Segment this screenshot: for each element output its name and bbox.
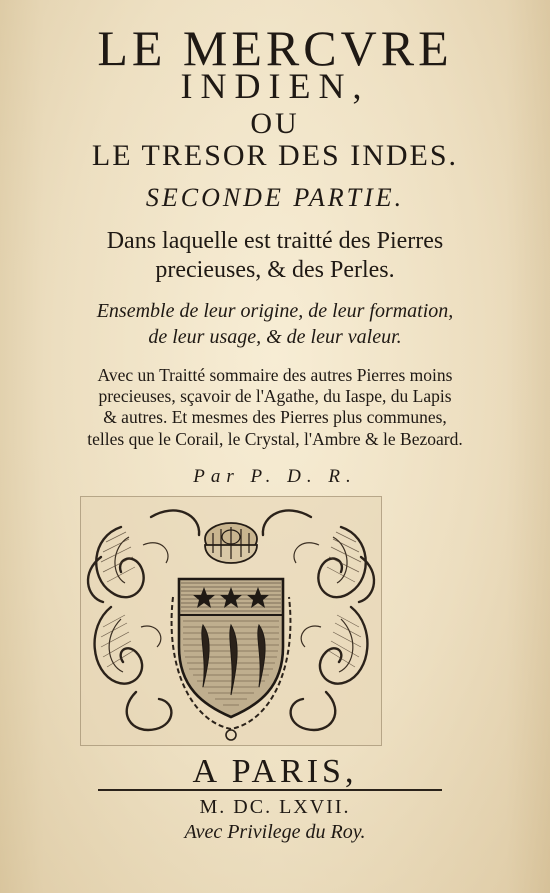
title-line-2: INDIEN,	[180, 66, 370, 106]
part-heading: SECONDE PARTIE.	[145, 183, 405, 212]
traitte-line-3: & autres. Et mesmes des Pierres plus communes,	[103, 407, 447, 427]
traitte-line-4: telles que le Corail, le Crystal, l'Ambre & le Bezoard.	[87, 429, 463, 449]
ensemble-line-1: Ensemble de leur origine, de leur formation,	[96, 300, 454, 322]
subtitle-line-2: precieuses, & des Perles.	[155, 257, 395, 283]
title-line-1: LE MERCVRE	[97, 20, 453, 76]
traitte-line-1: Avec un Traitté sommaire des autres Pierres moins	[97, 365, 453, 385]
imprint-year: M. DC. LXVII.	[199, 796, 351, 818]
subtitle-line-1: Dans laquelle est traitté des Pierres	[106, 228, 444, 254]
ensemble-line-2: de leur usage, & de leur valeur.	[148, 326, 402, 348]
author-line: Par P. D. R.	[193, 466, 357, 487]
imprint-privilege: Avec Privilege du Roy.	[184, 821, 366, 843]
imprint-rule	[98, 789, 442, 791]
traitte-line-2: precieuses, sçavoir de l'Agathe, du Iaspe, du Lapis	[98, 386, 452, 406]
title-line-4: LE TRESOR DES INDES.	[91, 139, 459, 172]
imprint-city: A PARIS,	[192, 753, 358, 790]
title-line-3: OU	[250, 107, 300, 140]
engraved-plate	[80, 496, 382, 746]
coat-of-arms-icon	[81, 497, 381, 745]
